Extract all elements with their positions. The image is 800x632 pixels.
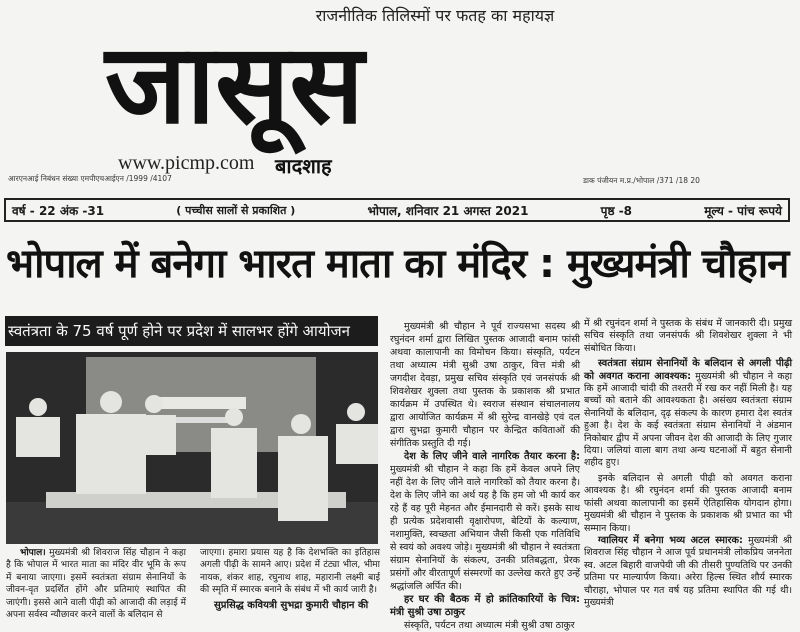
- masthead-subtitle: बादशाह: [275, 154, 332, 178]
- article-paragraph: में श्री रघुनंदन शर्मा ने पुस्तक के संबंध में जानकारी दी। प्रमुख सचिव संस्कृति तथा जनसंपर्क श्री शिवशेखर शुक्ला ने भी संबोधित किया।: [584, 318, 792, 354]
- article-paragraph: संस्कृति, पर्यटन तथा अध्यात्म मंत्री सुश्री उषा ठाकुर: [404, 620, 575, 631]
- article-paragraph: मुख्यमंत्री श्री शिवराज सिंह चौहान ने आज पूर्व प्रधानमंत्री लोकप्रिय जननेता स्व. अटल बिहारी वाजपेयी जी की तीसरी पुण्यतिथि पर उनकी प्रतिमा पर माल्यार्पण किया। अरेरा हिल्स स्थित शौर्य स्मारक चौराहा, भोपाल पर गत वर्ष यह प्रतिमा स्थापित की गई थी। मुख्यमंत्री: [584, 534, 792, 608]
- article-text: जाएगा। हमारा प्रयास यह है कि देशभक्ति का इतिहास अगली पीढ़ी के सामने आए। प्रदेश में टंट्या भील, भीमा नायक, शंकर शाह, रघुनाथ शाह, महारानी लक्ष्मी बाई की स्मृति में स्मारक बनाने के संबंध में भी कार्य जारी है।: [200, 548, 380, 596]
- masthead-tagline: राजनीतिक तिलिस्मों पर फतह का महायज्ञ: [315, 6, 555, 25]
- article-text: मुख्यमंत्री श्री शिवराज सिंह चौहान ने कहा है कि भोपाल में भारत माता का मंदिर वीर भूमि के रूप में बनाया जाएगा। इसमें स्वतंत्रता संग्राम सेनानियों के जीवन-वृत प्रदर्शित होंगे और प्रतिमाएं स्थापित की जाएंगी। इससे आने वाली पीढ़ी को आजादी की लड़ाई में अपना सर्वस्व न्यौछावर करने वालों के बलिदान से: [6, 548, 186, 621]
- year-issue: वर्ष - 22 अंक -31: [12, 203, 105, 218]
- place-date: भोपाल, शनिवार 21 अगस्त 2021: [367, 203, 529, 218]
- section-subheading: हर घर की बैठक में हो क्रांतिकारियों के चित्र: मंत्री सुश्री उषा ठाकुर: [390, 594, 580, 618]
- article-column-2: [200, 547, 380, 612]
- page-count: पृष्ठ -8: [600, 203, 633, 218]
- article-column-4: [584, 318, 792, 609]
- event-photo: [6, 352, 378, 544]
- article-column-1: [6, 547, 186, 621]
- article-column-3: [390, 320, 580, 632]
- article-paragraph: इनके बलिदान से अगली पीढ़ी को अवगत कराना आवश्यक है। श्री रघुनंदन शर्मा की पुस्तक आजादी बनाम फांसी अथवा कालापानी का इसमें ऐतिहासिक योगदान होगा। मुख्यमंत्री श्री चौहान ने पुस्तक के प्रकाशक श्री प्रभात का भी सम्मान किया।: [584, 472, 792, 534]
- paragraph-lead: देश के लिए जीने वाले नागरिक तैयार करना है:: [404, 451, 580, 462]
- article-paragraph: मुख्यमंत्री श्री चौहान ने पूर्व राज्यसभा सदस्य श्री रघुनंदन शर्मा द्वारा लिखित पुस्तक आजादी बनाम फांसी अथवा कालापानी का विमोचन किया। संस्कृति, पर्यटन तथा अध्यात्म मंत्री सुश्री उषा ठाकुर, वित्त मंत्री श्री जगदीश देवड़ा, प्रमुख सचिव संस्कृति एवं जनसंपर्क श्री शिवशेखर शुक्ला तथा पुस्तक के प्रकाशक श्री प्रभात कार्यक्रम में उपस्थित थे। स्वराज संस्थान संचालनालय द्वारा आयोजित कार्यक्रम में श्री सुरेन्द्र वानखेड़े एवं दल द्वारा सुभद्रा कुमारी चौहान पर केन्द्रित कविताओं की संगीतिक प्रस्तुति दी गई।: [390, 321, 580, 449]
- price: मूल्य - पांच रूपये: [704, 203, 782, 218]
- newspaper-logo: [105, 22, 385, 147]
- article-paragraph: मुख्यमंत्री श्री चौहान ने कहा कि हमें केवल अपने लिए नहीं देश के लिए जीने वाले नागरिकों को तैयार करना है। देश के लिए जीने का अर्थ यह है कि हम जो भी कार्य कर रहे हैं वह पूरी मेहनत और ईमानदारी से करें। इसके साथ ही प्रत्येक प्रदेशवासी वृक्षारोपण, बेटियों के कल्याण, नशामुक्ति, स्वच्छता अभियान जैसी किसी एक गतिविधि से स्वयं को अवश्य जोड़े। मुख्यमंत्री श्री चौहान ने स्वतंत्रता संग्राम सेनानियों के संकल्प, उनकी प्रतिबद्धता, प्रेरक प्रसंगों और वीरतापूर्ण संस्मरणों का उल्लेख करते हुए उन्हें श्रद्धांजलि अर्पित की।: [390, 464, 580, 592]
- issue-info-bar: [4, 198, 790, 222]
- paragraph-lead: स्वतंत्रता संग्राम सेनानियों के बलिदान से अगली पीढ़ी को अवगत कराना आवश्यक:: [584, 358, 792, 382]
- subheadline: स्वतंत्रता के 75 वर्ष पूर्ण होने पर प्रदेश में सालभर होंगे आयोजन: [5, 316, 378, 346]
- main-headline: भोपाल में बनेगा भारत माता का मंदिर : मुख्यमंत्री चौहान: [6, 241, 789, 287]
- rni-registration: आरएनआई निबंधन संख्या एमपीएचआईएन /1999 /4107: [8, 174, 172, 183]
- paragraph-lead: ग्वालियर में बनेगा भव्य अटल स्मारक:: [598, 534, 743, 546]
- postal-registration: डाक पंजीयन म.प्र./भोपाल /371 /18 20: [583, 176, 700, 185]
- logo-text: जासूस: [105, 20, 364, 148]
- website-link[interactable]: www.picmp.com: [118, 152, 255, 174]
- published-since: ( पच्चीस सालों से प्रकाशित ): [176, 203, 296, 217]
- article-paragraph: मुख्यमंत्री श्री चौहान ने कहा कि हमें आजादी चांदी की तश्तरी में रख कर नहीं मिली है। यह बच्चों को बताने की आवश्यकता है। असंख्य स्वतंत्रता संग्राम सेनानियों के बलिदान, दृढ़ संकल्प के कारण हमारा देश स्वतंत्र हुआ है। देश के कई स्वतंत्रता संग्राम सेनानियों ने अंडमान निकोबार द्वीप में अपना जीवन देश की आजादी के लिए गुजार दिया। जलियां वाला बाग तथा अन्य घटनाओं में बहुत सेनानी शहीद हुए।: [584, 370, 792, 469]
- dateline: भोपाल।: [20, 548, 46, 558]
- section-subheading: सुप्रसिद्ध कवियत्री सुभद्रा कुमारी चौहान की: [214, 599, 369, 611]
